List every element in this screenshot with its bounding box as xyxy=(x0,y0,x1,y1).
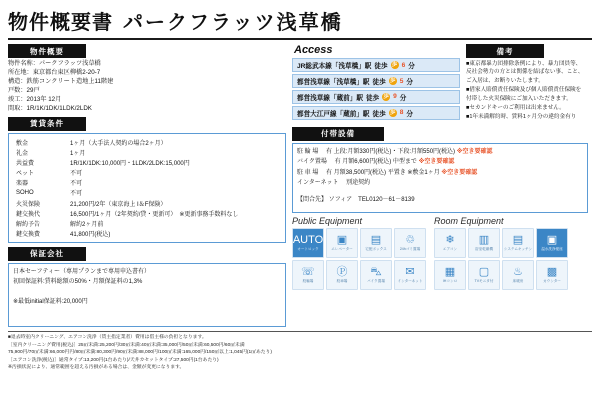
internet-glyph: ✉ xyxy=(405,265,415,278)
walk-icon: 歩 xyxy=(389,78,396,85)
access-line xyxy=(292,58,460,72)
property-name-title: パークフラッツ浅草橋 xyxy=(123,12,343,34)
icon-caption: インターネット xyxy=(397,278,423,283)
elevator-icon xyxy=(326,228,358,258)
guarantee-line: 初回保証料:賃料総額の50%・月額保証料の1,3% xyxy=(13,278,143,285)
icon-caption: TVモニタ付 xyxy=(474,278,494,283)
table-row xyxy=(13,198,281,208)
rent-value: 16,500円/1ヶ月（2年契約/貸・更新可） ※更新事務手数料なし xyxy=(70,211,239,218)
access-unit: 分 xyxy=(408,63,415,71)
air-conditioner-glyph: ❄ xyxy=(445,233,455,246)
facilities-panel xyxy=(292,143,588,214)
rent-value: 1ヶ月（大手法人契約の場合2ヶ月） xyxy=(70,140,167,147)
overview-list xyxy=(8,60,286,114)
rent-conditions-table xyxy=(13,137,281,239)
table-row xyxy=(13,167,281,177)
footer-line: ［エアコン洗浄(税込)］通常タイプ:13,200円(1台あたり)/天井カセットタイプ:27,500円(1台あたり) xyxy=(8,357,219,363)
walk-icon: 歩 xyxy=(389,109,396,116)
table-row xyxy=(13,147,281,157)
washlet-icon xyxy=(536,228,568,258)
access-title: Access xyxy=(294,44,333,56)
overview-row: 物件名称：パークフラッツ浅草橋 xyxy=(8,60,101,67)
washlet-glyph: ▣ xyxy=(546,233,558,246)
access-walk-label: 徒歩 xyxy=(365,94,380,102)
table-row xyxy=(13,218,281,228)
public-equipment-grid xyxy=(292,228,426,290)
bicycle-parking-glyph: ☏ xyxy=(301,265,315,278)
table-row xyxy=(13,137,281,147)
access-block xyxy=(292,44,460,123)
tv-intercom-glyph: ▢ xyxy=(478,265,490,278)
access-unit: 分 xyxy=(399,94,407,102)
room-equipment-block xyxy=(434,216,568,290)
overview-row: 構造：鉄筋コンクリート造地上11階建 xyxy=(8,77,114,85)
facility-row xyxy=(297,147,583,158)
rent-value: 不可 xyxy=(70,191,83,198)
facility-text: 別途契約 xyxy=(346,180,371,187)
footer-line: ■退去時室内クリーニング、エアコン洗浄（賃主指定業者）費用は借主様の負担となります。 xyxy=(8,335,207,341)
overview-section-header: 物件概要 xyxy=(8,44,86,58)
left-column xyxy=(8,44,286,327)
overview-row: 竣工：2013年 12月 xyxy=(8,95,62,103)
delivery-box-glyph: ▤ xyxy=(370,233,382,246)
icon-caption: 浴室乾燥機 xyxy=(475,246,493,251)
bike-parking-glyph: ⛍ xyxy=(370,265,382,278)
footer-line: 75,900円/70㎡未満:66,000円円/80㎡未満:80,300円/90㎡未満:88,000円/100㎡未満:165,000円/150㎡以上:1,045円(1㎡あたり) xyxy=(8,350,272,356)
remark-item: ■東京都暴力団排除条例により、暴力団員等、反社会勢力の方とは関係を結ばない事、こと、ご入居は、お断りいたします。 xyxy=(466,61,584,84)
access-unit: 分 xyxy=(406,79,413,87)
icon-caption: 24hゴミ置場 xyxy=(399,246,421,251)
rent-key: 鍵交換費 xyxy=(16,232,41,239)
document-header xyxy=(8,6,592,40)
ih-stove-glyph: ▦ xyxy=(444,265,456,278)
facility-row xyxy=(297,157,583,168)
facility-text: 有 上段:月額330円(税込)・下段:月額550円(税込) xyxy=(326,148,456,155)
remark-item: ■1年未満解約時、賃料1ヶ月分の違約金有り xyxy=(466,114,577,121)
guarantee-section-header: 保証会社 xyxy=(8,247,86,261)
bike-parking-icon xyxy=(360,260,392,290)
rent-value: 不可 xyxy=(70,171,83,178)
rent-key: SOHO xyxy=(16,189,34,196)
icon-caption: IHコンロ xyxy=(442,278,458,283)
facility-badge: ※空き要確認 xyxy=(441,169,478,176)
rent-key: 敷金 xyxy=(16,140,29,147)
guarantee-line: ※最低initial保証料:20,000円 xyxy=(13,299,88,306)
bicycle-parking-icon xyxy=(292,260,324,290)
room-equipment-title: Room Equipment xyxy=(434,216,504,227)
remark-item: ■借家人賠償責任保険及び個人賠償責任保険を付帯した火災保険にご加入いただきます。 xyxy=(466,87,582,102)
table-row xyxy=(13,208,281,218)
rent-value: 41,800円(税込) xyxy=(70,232,111,239)
parking-glyph: Ⓟ xyxy=(336,265,348,278)
remark-item: ■セカンドキーのご利用は出来ません。 xyxy=(466,104,565,111)
access-minutes: 8 xyxy=(399,109,404,117)
rent-key: 共益費 xyxy=(16,160,35,167)
main-columns xyxy=(8,44,592,327)
icon-caption: エレベーター xyxy=(331,246,353,251)
room-equipment-grid xyxy=(434,228,568,290)
right-column xyxy=(292,44,588,327)
rent-conditions-section-header: 賃貸条件 xyxy=(8,117,86,131)
ih-stove-icon xyxy=(434,260,466,290)
equipment-section xyxy=(292,216,588,290)
rent-key: 解約予告 xyxy=(16,222,41,228)
access-walk-label: 徒歩 xyxy=(374,63,388,71)
floor-heating-icon xyxy=(502,260,534,290)
public-equipment-block xyxy=(292,216,426,290)
facility-text: 有 月額6,600円(税込) 中型まで xyxy=(334,159,417,166)
facility-label: バイク置場 xyxy=(297,159,327,166)
facility-badge: ※空き要確認 xyxy=(456,148,493,155)
delivery-box-icon xyxy=(360,228,392,258)
access-walk-label: 徒歩 xyxy=(372,110,386,118)
rent-key: ペット xyxy=(16,171,35,178)
rent-value: 1ヶ月 xyxy=(70,150,86,157)
overview-row: 所在地：東京都台東区柳橋2-20-7 xyxy=(8,68,101,76)
rent-key: 火災保険 xyxy=(16,201,41,208)
counter-kitchen-glyph: ▩ xyxy=(546,265,558,278)
facilities-section-header: 付帯設備 xyxy=(292,127,384,141)
icon-caption: バイク置場 xyxy=(367,278,385,283)
icon-caption: カウンター xyxy=(543,278,561,283)
rent-value: 不可 xyxy=(70,181,83,188)
remarks-block xyxy=(466,44,586,123)
access-unit: 分 xyxy=(406,110,413,118)
air-conditioner-icon xyxy=(434,228,466,258)
bath-dryer-glyph: ▥ xyxy=(478,233,490,246)
icon-caption: 床暖房 xyxy=(512,278,524,283)
access-walk-label: 徒歩 xyxy=(372,79,386,87)
access-station: 都営大江戸線「蔵前」駅 xyxy=(297,110,370,118)
footer-line: ※汚損状況により、通常範囲を超える汚損がある場合は、金額が変更になります。 xyxy=(8,365,185,371)
elevator-glyph: ▣ xyxy=(336,233,348,246)
icon-caption: 温水洗浄便座 xyxy=(541,246,563,251)
facility-text: 有 月額38,500円(税込) 平置き ※敷金1ヶ月 xyxy=(326,169,440,176)
auto-lock-icon xyxy=(292,228,324,258)
access-station: JR総武本線「浅草橋」駅 xyxy=(297,63,372,71)
access-line xyxy=(292,106,460,120)
table-row xyxy=(13,229,281,239)
bath-dryer-icon xyxy=(468,228,500,258)
access-minutes: 6 xyxy=(401,61,406,69)
facility-label: 駐 輪 場 xyxy=(297,148,319,155)
trash-room-icon xyxy=(394,228,426,258)
facility-row xyxy=(297,178,583,189)
walk-icon: 歩 xyxy=(383,93,389,100)
icon-caption: 宅配ボックス xyxy=(365,246,387,251)
access-minutes: 5 xyxy=(399,77,404,85)
icon-caption: システムキッチン xyxy=(503,246,533,251)
tv-intercom-icon xyxy=(468,260,500,290)
facility-row xyxy=(297,168,583,179)
icon-caption: エアコン xyxy=(442,246,458,251)
table-row xyxy=(13,157,281,167)
rent-key: 礼金 xyxy=(16,150,29,157)
icon-caption: 駐輪場 xyxy=(302,278,314,283)
remarks-list xyxy=(466,60,586,122)
system-kitchen-icon xyxy=(502,228,534,258)
rent-key: 鍵交換代 xyxy=(16,211,41,218)
rent-value: 21,200円/2年（東京海上 I＆F保険） xyxy=(70,201,167,208)
overview-row: 間取：1R/1K/1DK/1LDK/2LDK xyxy=(8,104,92,112)
access-station: 都営浅草線「浅草橋」駅 xyxy=(297,79,370,87)
internet-icon xyxy=(394,260,426,290)
facility-label: インターネット xyxy=(297,180,339,187)
rent-conditions-panel xyxy=(8,133,286,243)
remarks-section-header: 備考 xyxy=(466,44,544,58)
rent-value: 解約2ヶ月前 xyxy=(70,222,104,228)
access-line xyxy=(292,90,460,104)
trash-room-glyph: ♲ xyxy=(405,233,415,246)
access-line xyxy=(292,74,460,88)
footer-notes xyxy=(8,331,592,371)
facility-contact: 【問合先】 ソフィア TEL0120－61－8139 xyxy=(297,196,415,203)
counter-kitchen-icon xyxy=(536,260,568,290)
system-kitchen-glyph: ▤ xyxy=(512,233,524,246)
floor-heating-glyph: ♨ xyxy=(513,265,523,278)
table-row xyxy=(13,178,281,188)
icon-caption: オートロック xyxy=(297,246,319,251)
access-minutes: 9 xyxy=(393,93,397,101)
overview-row: 戸数：29戸 xyxy=(8,86,40,94)
rent-value: 1R/1K/1DK:10,000円・1LDK/2LDK:15,000円 xyxy=(70,160,190,167)
footer-line: ［室内クリーニング費用(税込)］25㎡未満:25,200円/30㎡未満:40㎡未満:35,000円/50㎡未満:60,500円/60㎡未満 xyxy=(8,342,245,348)
access-station: 都営浅草線「蔵前」駅 xyxy=(297,94,363,102)
guarantee-panel xyxy=(8,263,286,328)
auto-lock-glyph: AUTO xyxy=(292,233,324,246)
document-title: 物件概要書 xyxy=(8,12,113,34)
facility-badge: ※空き要確認 xyxy=(418,159,455,166)
guarantee-line: 日本セーフティー（専用プランまで専用申込書有） xyxy=(13,268,150,275)
table-row xyxy=(13,188,281,198)
walk-icon: 歩 xyxy=(391,62,398,69)
icon-caption: 駐車場 xyxy=(336,278,348,283)
public-equipment-title: Public Equipment xyxy=(292,216,363,227)
parking-icon xyxy=(326,260,358,290)
facility-label: 駐 車 場 xyxy=(297,169,319,176)
rent-key: 楽器 xyxy=(16,181,29,188)
